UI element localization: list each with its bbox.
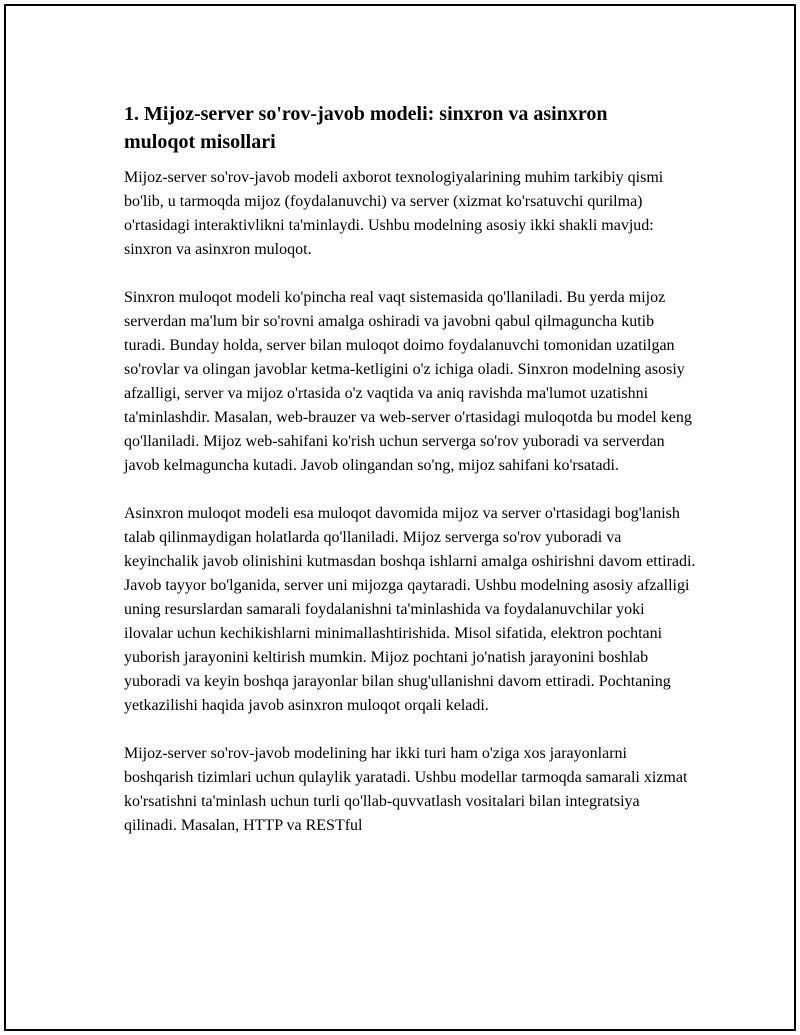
document-body — [124, 100, 696, 838]
paragraph-asynchronous: Asinxron muloqot modeli esa muloqot davomida mijoz va server o'rtasidagi bog'lanish talab qilinmaydigan holatlarda qo'llaniladi. Mijoz serverga so'rov yuboradi va keyinchalik javob olinishini kutmasdan boshqa ishlarni amalga oshirishni davom ettiradi. Javob tayyor bo'lganida, server uni mijozga qaytaradi. Ushbu modelning asosiy afzalligi uning resurslardan samarali foydalanishni ta'minlashida va foydalanuvchilar yoki ilovalar uchun kechikishlarni minimallashtirishida. Misol sifatida, elektron pochtani yuborish jarayonini keltirish mumkin. Mijoz pochtani jo'natish jarayonini boshlab yuboradi va keyin boshqa jarayonlar bilan shug'ullanishni davom ettiradi. Pochtaning yetkazilishi haqida javob asinxron muloqot orqali keladi. — [124, 505, 696, 714]
section-heading: 1. Mijoz-server so'rov-javob modeli: sinxron va asinxron muloqot misollari — [124, 103, 608, 153]
paragraph-intro: Mijoz-server so'rov-javob modeli axborot texnologiyalarining muhim tarkibiy qismi bo'lib, u tarmoqda mijoz (foydalanuvchi) va server (xizmat ko'rsatuvchi qurilma) o'rtasidagi interaktivlikni ta'minlaydi. Ushbu modelning asosiy ikki shakli mavjud: sinxron va asinxron muloqot. — [124, 169, 664, 258]
page-frame — [4, 4, 796, 1031]
paragraph-synchronous: Sinxron muloqot modeli ko'pincha real vaqt sistemasida qo'llaniladi. Bu yerda mijoz serverdan ma'lum bir so'rovni amalga oshiradi va javobni qabul qilmaguncha kutib turadi. Bunday holda, server bilan muloqot doimo foydalanuvchi tomonidan uzatilgan so'rovlar va olingan javoblar ketma-ketligini o'z ichiga oladi. Sinxron modelning asosiy afzalligi, server va mijoz o'rtasida o'z vaqtida va aniq ravishda ma'lumot uzatishni ta'minlashdir. Masalan, web-brauzer va web-server o'rtasidagi muloqotda bu model keng qo'llaniladi. Mijoz web-sahifani ko'rish uchun serverga so'rov yuboradi va serverdan javob kelmaguncha kutadi. Javob olingandan so'ng, mijoz sahifani ko'rsatadi. — [124, 289, 692, 474]
paragraph-conclusion: Mijoz-server so'rov-javob modelining har ikki turi ham o'ziga xos jarayonlarni boshqarish tizimlari uchun qulaylik yaratadi. Ushbu modellar tarmoqda samarali xizmat ko'rsatishni ta'minlash uchun turli qo'llab-quvvatlash vositalari bilan integratsiya qilinadi. Masalan, HTTP va RESTful — [124, 745, 688, 834]
